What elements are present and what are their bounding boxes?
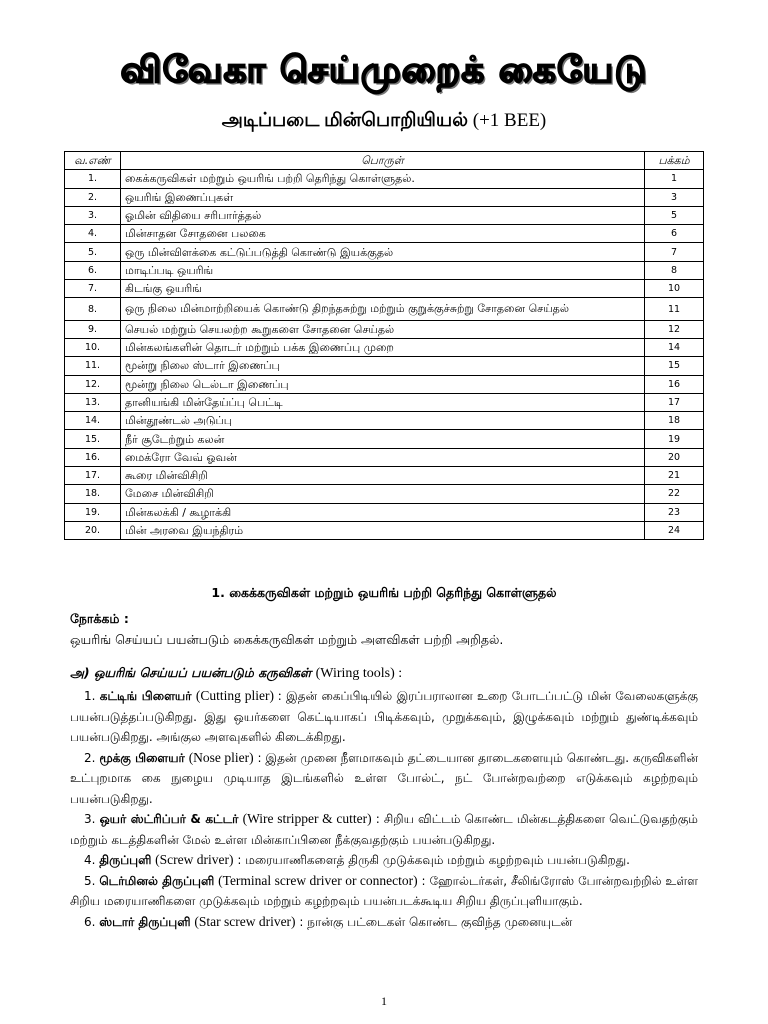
contents-table (64, 151, 704, 540)
row-title: மின்கலக்கி / கூழாக்கி (121, 503, 645, 521)
row-title: மைக்ரோ வேவ் ஓவன் (121, 448, 645, 466)
tools-list (70, 686, 698, 932)
row-page: 17 (645, 393, 704, 411)
row-title: கூரை மின்விசிறி (121, 467, 645, 485)
row-page: 11 (645, 298, 704, 320)
row-number: 9. (65, 320, 121, 338)
row-title: ஒயரிங் இணைப்புகள் (121, 188, 645, 206)
row-number: 5. (65, 243, 121, 261)
tool-item (70, 871, 698, 912)
row-number: 8. (65, 298, 121, 320)
tool-item (70, 686, 698, 748)
table-row (65, 357, 704, 375)
header-title: பொருள் (121, 152, 645, 170)
row-page: 3 (645, 188, 704, 206)
row-page: 7 (645, 243, 704, 261)
tool-name: மூக்கு பிளையர் (99, 750, 185, 765)
tool-description: இதன் கைப்பிடியில் இரப்பராலான உறை போடப்பட்டு மின் வேலைகளுக்கு பயன்படுத்தப்படுகிறது. இது ஒயர்களை கெட்டியாகப் பிடிக்கவும், முறுக்கவும், இழுக்கவும் மற்றும் துண்டிக்கவும் பயன்படுகிறது. அங்குல அளவுகளில் கிடைக்கிறது. (70, 689, 699, 744)
row-number: 10. (65, 338, 121, 356)
page-number: 1 (381, 994, 387, 1008)
tool-name: கட்டிங் பிளையர் (99, 689, 192, 703)
row-page: 14 (645, 338, 704, 356)
tool-english-name: (Star screw driver) (194, 913, 296, 929)
table-row (65, 206, 704, 224)
table-row (65, 448, 704, 466)
row-number: 20. (65, 521, 121, 539)
row-title: மின்தூண்டல் அடுப்பு (121, 412, 645, 430)
row-title: மின்சாதன சோதனை பலகை (121, 225, 645, 243)
row-page: 12 (645, 320, 704, 338)
row-page: 24 (645, 521, 704, 539)
document-subtitle (0, 110, 768, 134)
row-title: ஒரு மின்விளக்கை கட்டுப்படுத்தி கொண்டு இயக்குதல் (121, 243, 645, 261)
table-row (65, 261, 704, 279)
row-title: மின் அரவை இயந்திரம் (121, 521, 645, 539)
tool-english-name: (Screw driver) (155, 852, 234, 867)
row-title: மூன்று நிலை ஸ்டார் இணைப்பு (121, 357, 645, 375)
row-number: 18. (65, 485, 121, 503)
table-row (65, 320, 704, 338)
tool-description: : மரையாணிகளைத் திருகி முடுக்கவும் மற்றும் கழற்றவும் பயன்படுகிறது. (237, 853, 630, 867)
tools-sub-heading (70, 665, 402, 682)
row-title: கிடங்கு ஒயரிங் (121, 280, 645, 298)
tool-description: : நான்கு பட்டைகள் கொண்ட குவிந்த முனையுடன் (299, 914, 573, 929)
row-page: 15 (645, 357, 704, 375)
row-page: 19 (645, 430, 704, 448)
subtitle-tamil: அடிப்படை மின்பொறியியல் (221, 110, 468, 131)
tool-name: ஒயர் ஸ்ட்ரிப்பர் & கட்டர் (99, 812, 239, 826)
tool-english-name: (Nose plier) (188, 749, 254, 765)
row-title: தானியங்கி மின்தேய்ப்பு பெட்டி (121, 393, 645, 411)
contents-header-row (65, 152, 704, 170)
row-page: 21 (645, 467, 704, 485)
table-row (65, 412, 704, 430)
table-row (65, 338, 704, 356)
table-row (65, 298, 704, 320)
aim-label: நோக்கம் : (70, 611, 129, 626)
tools-sub-heading-english: (Wiring tools) : (315, 666, 403, 681)
row-number: 13. (65, 393, 121, 411)
tool-name: டெர்மினல் திருப்புளி (99, 873, 215, 888)
row-number: 19. (65, 503, 121, 521)
row-page: 23 (645, 503, 704, 521)
tool-item (70, 748, 698, 810)
section-heading: 1. கைக்கருவிகள் மற்றும் ஒயரிங் பற்றி தெரிந்து கொள்ளுதல் (211, 585, 557, 600)
header-num: வ.எண் (65, 152, 121, 170)
row-number: 7. (65, 280, 121, 298)
row-title: மூன்று நிலை டெல்டா இணைப்பு (121, 375, 645, 393)
table-row (65, 170, 704, 188)
tool-english-name: (Terminal screw driver or connector) (218, 872, 418, 888)
row-number: 4. (65, 225, 121, 243)
table-row (65, 280, 704, 298)
row-page: 10 (645, 280, 704, 298)
row-page: 6 (645, 225, 704, 243)
row-page: 20 (645, 448, 704, 466)
tool-item (70, 912, 698, 933)
table-row (65, 188, 704, 206)
tools-sub-heading-tamil: அ) ஒயரிங் செய்யப் பயன்படும் கருவிகள் (70, 665, 312, 680)
subtitle-english: (+1 BEE) (472, 110, 547, 131)
table-row (65, 430, 704, 448)
tool-description: : ஹோல்டர்கள், சீலிங்ரோஸ் போன்றவற்றில் உள்ள சிறிய மரையாணிகளை முடுக்கவும் மற்றும் கழற்றவும் பயன்படக்கூடிய சிறிய திருப்புளியாகும். (70, 873, 698, 908)
row-number: 15. (65, 430, 121, 448)
row-page: 5 (645, 206, 704, 224)
row-page: 1 (645, 170, 704, 188)
row-page: 16 (645, 375, 704, 393)
row-page: 18 (645, 412, 704, 430)
aim-text: ஒயரிங் செய்யப் பயன்படும் கைக்கருவிகள் மற்றும் அளவிகள் பற்றி அறிதல். (70, 632, 504, 647)
table-row (65, 225, 704, 243)
tool-number: 4. (84, 853, 100, 867)
tool-number: 2. (84, 750, 100, 765)
row-title: மின்கலங்களின் தொடர் மற்றும் பக்க இணைப்பு முறை (121, 338, 645, 356)
row-number: 11. (65, 357, 121, 375)
row-number: 1. (65, 170, 121, 188)
row-title: கைக்கருவிகள் மற்றும் ஒயரிங் பற்றி தெரிந்து கொள்ளுதல். (121, 170, 645, 188)
row-number: 2. (65, 188, 121, 206)
row-title: நீர் சூடேற்றும் கலன் (121, 430, 645, 448)
tool-name: திருப்புளி (99, 853, 152, 867)
row-number: 17. (65, 467, 121, 485)
header-page: பக்கம் (645, 152, 704, 170)
tool-english-name: (Wire stripper & cutter) (242, 811, 372, 826)
tool-number: 3. (84, 812, 100, 826)
table-row (65, 467, 704, 485)
table-row (65, 503, 704, 521)
row-title: ஒரு நிலை மின்மாற்றியைக் கொண்டு திறந்தசுற்று மற்றும் குறுக்குச்சுற்று சோதனை செய்தல் (121, 298, 645, 320)
document-banner-title: விவேகா செய்முறைக் கையேடு (120, 50, 648, 91)
tool-description: : சிறிய விட்டம் கொண்ட மின்கடத்திகளை வெட்டுவதற்கும் மற்றும் கடத்திகளின் மேல் உள்ள மின்காப்பினை நீக்குவதற்கும் பயன்படுகிறது. (70, 812, 698, 847)
row-title: மாடிப்படி ஒயரிங் (121, 261, 645, 279)
tool-description: : இதன் முனை நீளமாகவும் தட்டையான தாடைகளையும் கொண்டது. கருவிகளின் உட்புறமாக கை நுழைய முடியாத இடங்களில் உள்ள போல்ட், நட் போன்றவற்றை எடுக்கவும் கழற்றவும் பயன்படுகிறது. (70, 750, 698, 806)
table-row (65, 393, 704, 411)
table-row (65, 375, 704, 393)
row-number: 12. (65, 375, 121, 393)
row-number: 16. (65, 448, 121, 466)
tool-item (70, 850, 698, 871)
contents-body (65, 170, 704, 540)
tool-item (70, 809, 698, 850)
table-row (65, 521, 704, 539)
row-page: 22 (645, 485, 704, 503)
tool-number: 5. (84, 873, 100, 888)
row-page: 8 (645, 261, 704, 279)
tool-name: ஸ்டார் திருப்புளி (99, 914, 191, 929)
row-title: செயல் மற்றும் செயலற்ற கூறுகளை சோதனை செய்தல் (121, 320, 645, 338)
table-row (65, 243, 704, 261)
tool-number: 6. (84, 914, 100, 929)
row-title: ஓமின் விதியை சரிபார்த்தல் (121, 206, 645, 224)
row-number: 6. (65, 261, 121, 279)
row-number: 14. (65, 412, 121, 430)
row-title: மேசை மின்விசிறி (121, 485, 645, 503)
row-number: 3. (65, 206, 121, 224)
tool-number: 1. (84, 689, 100, 703)
tool-english-name: (Cutting plier) : (195, 688, 282, 703)
table-row (65, 485, 704, 503)
